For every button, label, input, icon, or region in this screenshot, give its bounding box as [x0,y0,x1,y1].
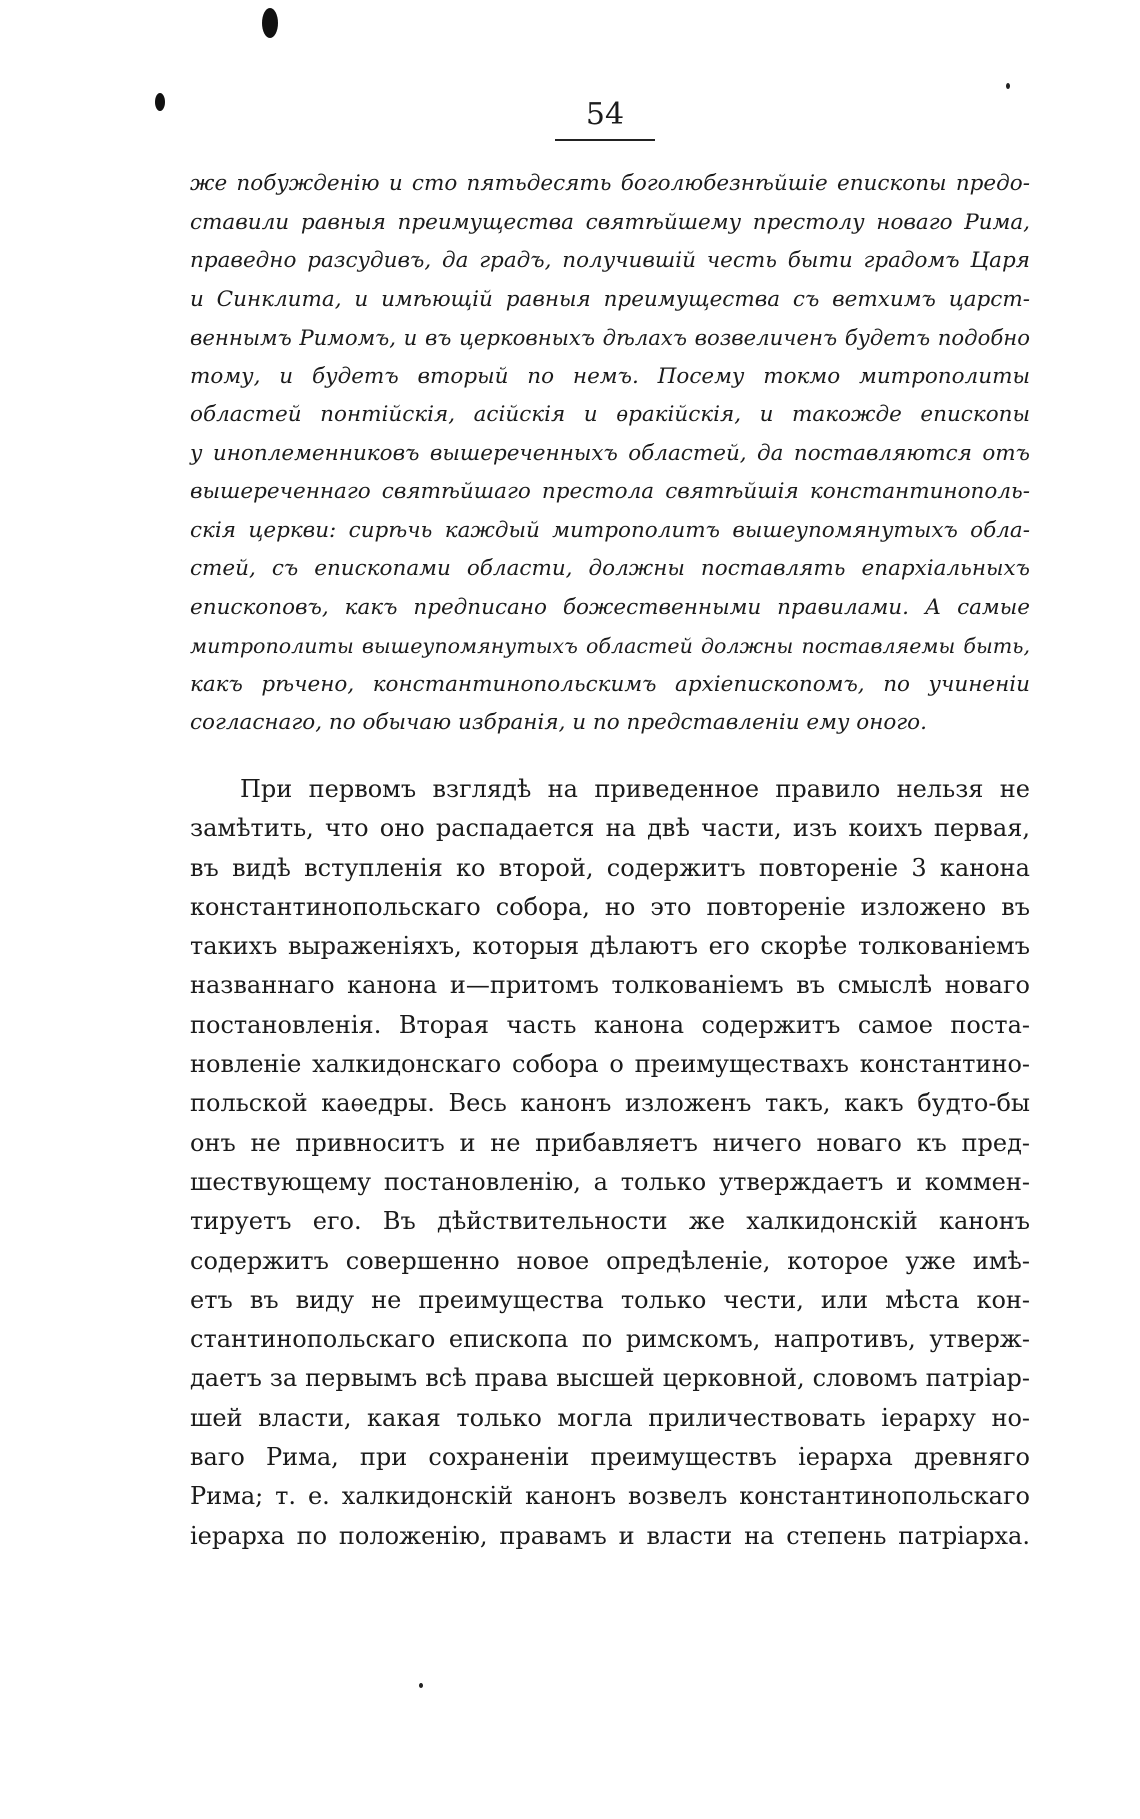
commentary-line: етъ въ виду не преимущества только чести, или мѣста кон- [190,1285,1030,1314]
commentary-line: такихъ выраженіяхъ, которыя дѣлаютъ его скорѣе толкованіемъ [190,932,1030,961]
commentary-line: Рима; т. е. халкидонскій канонъ возвелъ константинопольскаго [190,1482,1030,1511]
commentary-line: шествующему постановленію, а только утверждаетъ и коммен- [190,1167,1030,1196]
commentary-line: содержитъ совершенно новое опредѣленіе, которое уже имѣ- [190,1246,1030,1275]
commentary-line: константинопольскаго собора, но это повтореніе изложено въ [190,892,1030,921]
ink-blot-top [262,8,278,38]
ink-blot-left [155,93,165,111]
quote-line: у иноплеменниковъ вышереченныхъ областей, да поставляются отъ [190,440,1030,466]
quote-line: же побужденію и сто пятьдесять боголюбезнѣйшіе епископы предо- [190,171,1030,196]
canon-quote [190,165,1030,743]
commentary-line: іерарха по положенію, правамъ и власти на степень патріарха. [190,1521,1030,1550]
quote-line: стей, съ епископами области, должны поставлять епархіальныхъ [190,556,1030,581]
quote-line: скія церкви: сирѣчь каждый митрополитъ вышеупомянутыхъ обла- [190,517,1030,543]
commentary-line: новленіе халкидонскаго собора о преимуществахъ константино- [190,1050,1030,1079]
quote-line: и Синклита, и имѣющій равныя преимущества съ ветхимъ царст- [190,286,1030,312]
commentary-line: даетъ за первымъ всѣ права высшей церковной, словомъ патріар- [190,1364,1030,1393]
commentary-line: ваго Рима, при сохраненіи преимуществъ іерарха древняго [190,1443,1030,1472]
quote-line-last: согласнаго, по обычаю избранія, и по представленіи ему оного. [190,710,927,735]
commentary-line: шей власти, какая только могла приличествовать іерарху но- [190,1403,1030,1432]
commentary-line: постановленія. Вторая часть канона содержитъ самое поста- [190,1010,1030,1039]
quote-line: митрополиты вышеупомянутыхъ областей должны поставляемы быть, [190,634,1030,658]
commentary-line: польской каѳедры. Весь канонъ изложенъ такъ, какъ будто-бы [190,1089,1030,1118]
commentary-line: замѣтить, что оно распадается на двѣ части, изъ коихъ первая, [190,814,1030,843]
quote-line: областей понтійскія, асійскія и ѳракійскія, и такожде епископы [190,402,1030,427]
quote-line: ставили равныя преимущества святѣйшему престолу новаго Рима, [190,209,1030,235]
quote-line: веннымъ Римомъ, и въ церковныхъ дѣлахъ возвеличенъ будетъ подобно [190,325,1030,350]
commentary-line-first: При первомъ взглядѣ на приведенное правило нельзя не [240,775,1030,803]
stray-dot [419,1683,423,1688]
commentary-paragraph [190,770,1030,1556]
stray-dot [1006,83,1010,89]
commentary-line: въ видѣ вступленія ко второй, содержитъ повтореніе 3 канона [190,853,1030,882]
commentary-line: тируетъ его. Въ дѣйствительности же халкидонскій канонъ [190,1207,1030,1236]
commentary-line: онъ не привноситъ и не прибавляетъ ничего новаго къ пред- [190,1128,1030,1157]
page-number: 54 [585,97,625,132]
quote-line: какъ рѣчено, константинопольскимъ архіепископомъ, по учиненіи [190,671,1030,697]
page-number-rule [555,139,655,141]
quote-line: праведно разсудивъ, да градъ, получившій честь быти градомъ Царя [190,248,1030,273]
commentary-line: стантинопольскаго епископа по римскомъ, напротивъ, утверж- [190,1325,1030,1354]
commentary-line: названнаго канона и—притомъ толкованіемъ въ смыслѣ новаго [190,971,1030,1000]
quote-line: епископовъ, какъ предписано божественными правилами. А самые [190,594,1030,620]
quote-line: тому, и будетъ вторый по немъ. Посему токмо митрополиты [190,363,1030,389]
quote-line: вышереченнаго святѣйшаго престола святѣйшія константинополь- [190,479,1030,504]
